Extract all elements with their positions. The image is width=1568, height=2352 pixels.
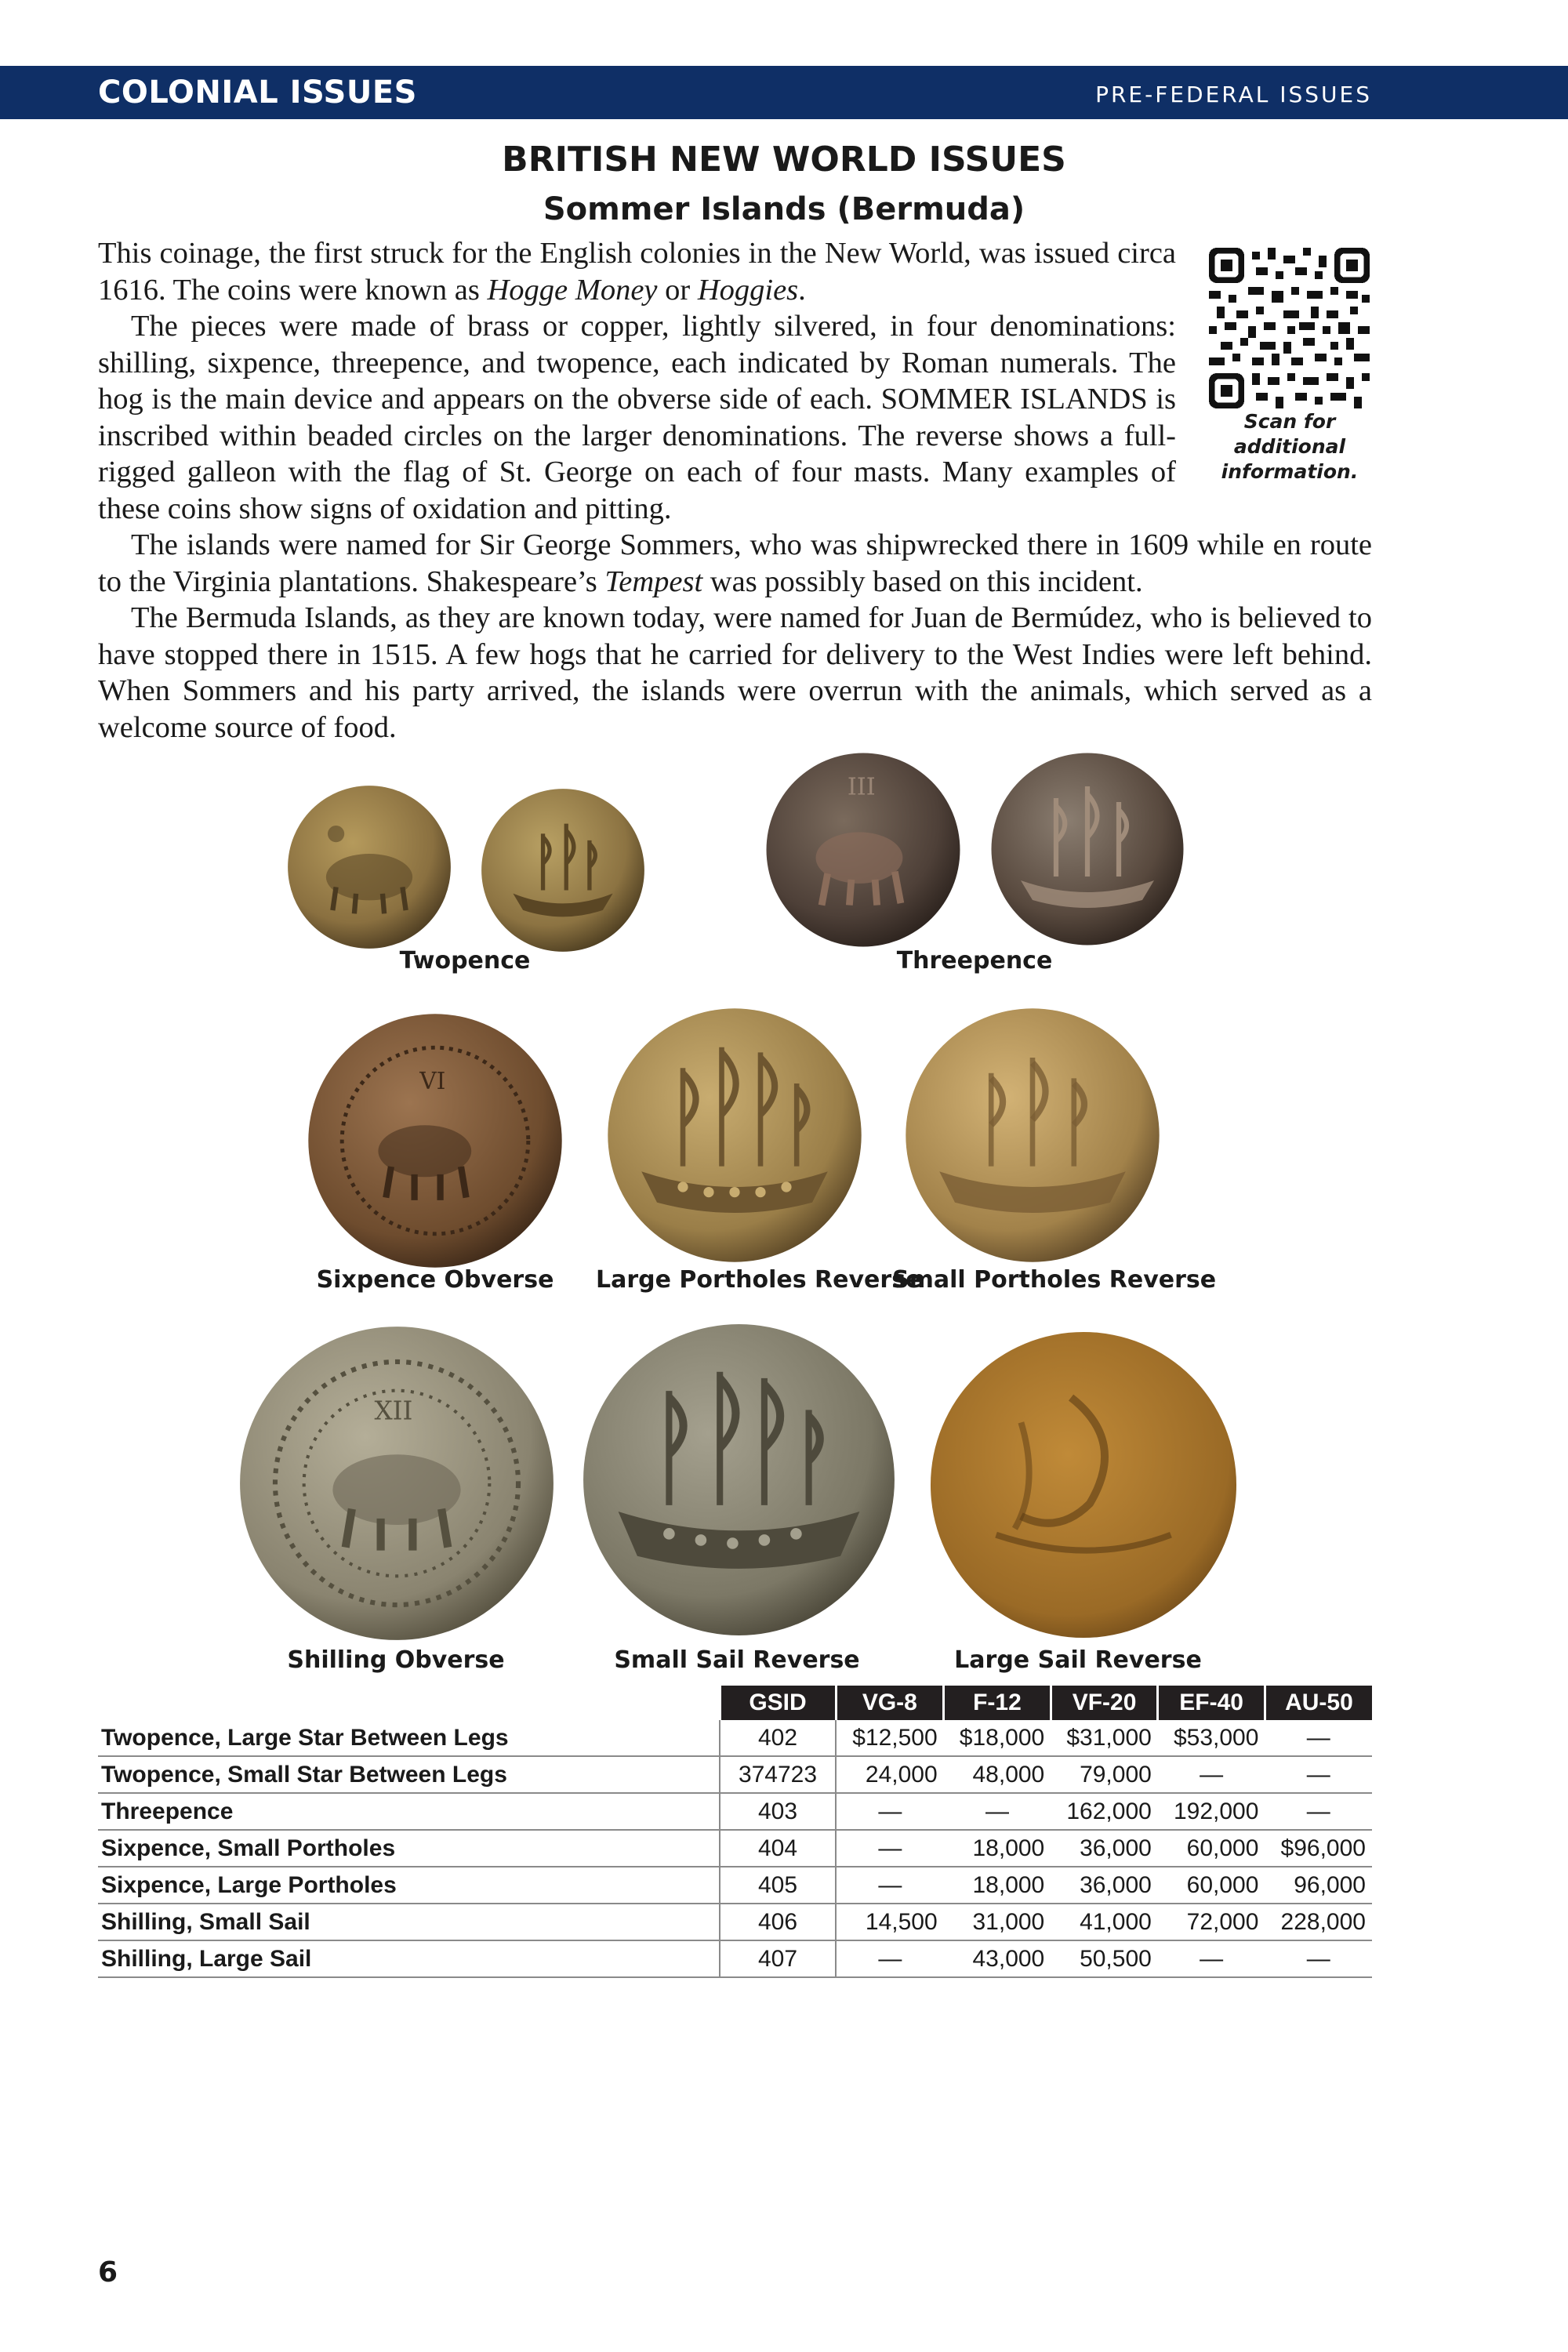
row-vf20: 41,000 [1051, 1904, 1158, 1940]
row-f12: 31,000 [944, 1904, 1051, 1940]
row-vg8: — [836, 1867, 944, 1904]
row-f12: 43,000 [944, 1940, 1051, 1977]
section-title: COLONIAL ISSUES [98, 74, 417, 111]
row-gsid: 403 [720, 1793, 836, 1830]
twopence-reverse-image [480, 787, 646, 953]
row-vg8: $12,500 [836, 1720, 944, 1756]
shilling-obverse-image [237, 1323, 557, 1643]
row-au50: — [1265, 1940, 1372, 1977]
paragraph-4: The Bermuda Islands, as they are known today, were named for Juan de Bermúdez, who is believed to have stopped there in 1515. A few hogs that he carried for delivery to the West Indies were left behind. When Sommers and his party arrived, the islands were overrun with the animals, which served as a welcome source of food. [98, 601, 1372, 744]
row-vg8: — [836, 1830, 944, 1867]
row-f12: 48,000 [944, 1756, 1051, 1793]
row-vf20: 79,000 [1051, 1756, 1158, 1793]
row-ef40: 60,000 [1158, 1867, 1265, 1904]
header-f12: F-12 [944, 1686, 1051, 1720]
row-ef40: — [1158, 1756, 1265, 1793]
table-row [98, 1720, 1372, 1756]
coin-label-small-sail-reverse: Small Sail Reverse [614, 1646, 860, 1674]
svg-text:VI: VI [419, 1068, 446, 1095]
row-name: Sixpence, Small Portholes [98, 1830, 720, 1867]
paragraph-1: This coinage, the first struck for the English colonies in the New World, was issued circa 1616. The coins were known as Hogge Money or Hoggies. [98, 237, 1176, 307]
coin-label-twopence: Twopence [399, 947, 531, 975]
row-au50: 228,000 [1265, 1904, 1372, 1940]
row-au50: $96,000 [1265, 1830, 1372, 1867]
header-gsid: GSID [720, 1686, 836, 1720]
page-subtitle: Sommer Islands (Bermuda) [543, 191, 1025, 227]
row-vf20: 50,500 [1051, 1940, 1158, 1977]
sixpence-obverse-image [306, 1011, 564, 1270]
row-au50: — [1265, 1720, 1372, 1756]
row-f12: 18,000 [944, 1867, 1051, 1904]
row-ef40: 192,000 [1158, 1793, 1265, 1830]
paragraph-2: The pieces were made of brass or copper, lightly silvered, in four denominations: shilling, sixpence, threepence, and twopence, each indicated by Roman numerals. The hog is the main device and appears on the obverse side of each. SOMMER ISLANDS is inscribed within beaded circles on the larger denominations. The reverse shows a full-rigged galleon with the flag of St. George on each of four masts. Many examples of these coins show signs of oxidation and pitting. [98, 310, 1176, 525]
header-ef40: EF-40 [1158, 1686, 1265, 1720]
row-gsid: 402 [720, 1720, 836, 1756]
body-text [98, 235, 1372, 746]
row-f12: 18,000 [944, 1830, 1051, 1867]
page-title: BRITISH NEW WORLD ISSUES [502, 140, 1066, 180]
row-ef40: $53,000 [1158, 1720, 1265, 1756]
row-ef40: — [1158, 1940, 1265, 1977]
row-name: Sixpence, Large Portholes [98, 1867, 720, 1904]
header-blank [98, 1686, 720, 1720]
coin-label-large-portholes-reverse: Large Portholes Reverse [596, 1266, 922, 1294]
row-vf20: 162,000 [1051, 1793, 1158, 1830]
threepence-obverse-image [764, 751, 962, 949]
row-vg8: 14,500 [836, 1904, 944, 1940]
row-name: Twopence, Large Star Between Legs [98, 1720, 720, 1756]
row-name: Twopence, Small Star Between Legs [98, 1756, 720, 1793]
coin-label-shilling-obverse: Shilling Obverse [287, 1646, 505, 1674]
row-name: Shilling, Small Sail [98, 1904, 720, 1940]
twopence-obverse-image [286, 784, 452, 950]
coin-label-small-portholes-reverse: Small Portholes Reverse [892, 1266, 1217, 1294]
table-row [98, 1830, 1372, 1867]
section-subtitle: PRE-FEDERAL ISSUES [1095, 82, 1372, 107]
row-au50: — [1265, 1756, 1372, 1793]
row-ef40: 72,000 [1158, 1904, 1265, 1940]
coin-label-sixpence-obverse: Sixpence Obverse [316, 1266, 554, 1294]
threepence-reverse-image [989, 751, 1185, 947]
row-gsid: 407 [720, 1940, 836, 1977]
row-au50: — [1265, 1793, 1372, 1830]
row-gsid: 405 [720, 1867, 836, 1904]
qr-caption: Scan for additional information. [1221, 410, 1359, 483]
row-name: Shilling, Large Sail [98, 1940, 720, 1977]
row-gsid: 374723 [720, 1756, 836, 1793]
row-ef40: 60,000 [1158, 1830, 1265, 1867]
row-vg8: — [836, 1793, 944, 1830]
table-row [98, 1940, 1372, 1977]
small-sail-reverse-image [580, 1321, 898, 1639]
table-row [98, 1867, 1372, 1904]
row-au50: 96,000 [1265, 1867, 1372, 1904]
price-table-header [98, 1686, 1372, 1720]
table-row [98, 1793, 1372, 1830]
small-portholes-reverse-image [903, 1006, 1162, 1265]
header-vf20: VF-20 [1051, 1686, 1158, 1720]
row-vf20: 36,000 [1051, 1830, 1158, 1867]
row-name: Threepence [98, 1793, 720, 1830]
row-vf20: $31,000 [1051, 1720, 1158, 1756]
row-f12: $18,000 [944, 1720, 1051, 1756]
header-vg8: VG-8 [836, 1686, 944, 1720]
large-sail-reverse-image [927, 1329, 1240, 1641]
coin-label-large-sail-reverse: Large Sail Reverse [954, 1646, 1202, 1674]
svg-text:XII: XII [374, 1396, 413, 1426]
row-vf20: 36,000 [1051, 1867, 1158, 1904]
qr-code-icon[interactable] [1209, 248, 1370, 408]
table-row [98, 1904, 1372, 1940]
intro-column [98, 235, 1176, 527]
paragraph-3: The islands were named for Sir George Sommers, who was shipwrecked there in 1609 while en route to the Virginia plantations. Shakespeare’s Tempest was possibly based on this incident. [98, 528, 1372, 598]
header-au50: AU-50 [1265, 1686, 1372, 1720]
table-row [98, 1756, 1372, 1793]
price-table [98, 1686, 1372, 1978]
row-vg8: 24,000 [836, 1756, 944, 1793]
row-vg8: — [836, 1940, 944, 1977]
row-gsid: 404 [720, 1830, 836, 1867]
large-portholes-reverse-image [605, 1006, 864, 1265]
svg-text:III: III [847, 773, 876, 801]
coin-label-threepence: Threepence [896, 947, 1053, 975]
row-f12: — [944, 1793, 1051, 1830]
page-number: 6 [98, 2256, 118, 2288]
row-gsid: 406 [720, 1904, 836, 1940]
